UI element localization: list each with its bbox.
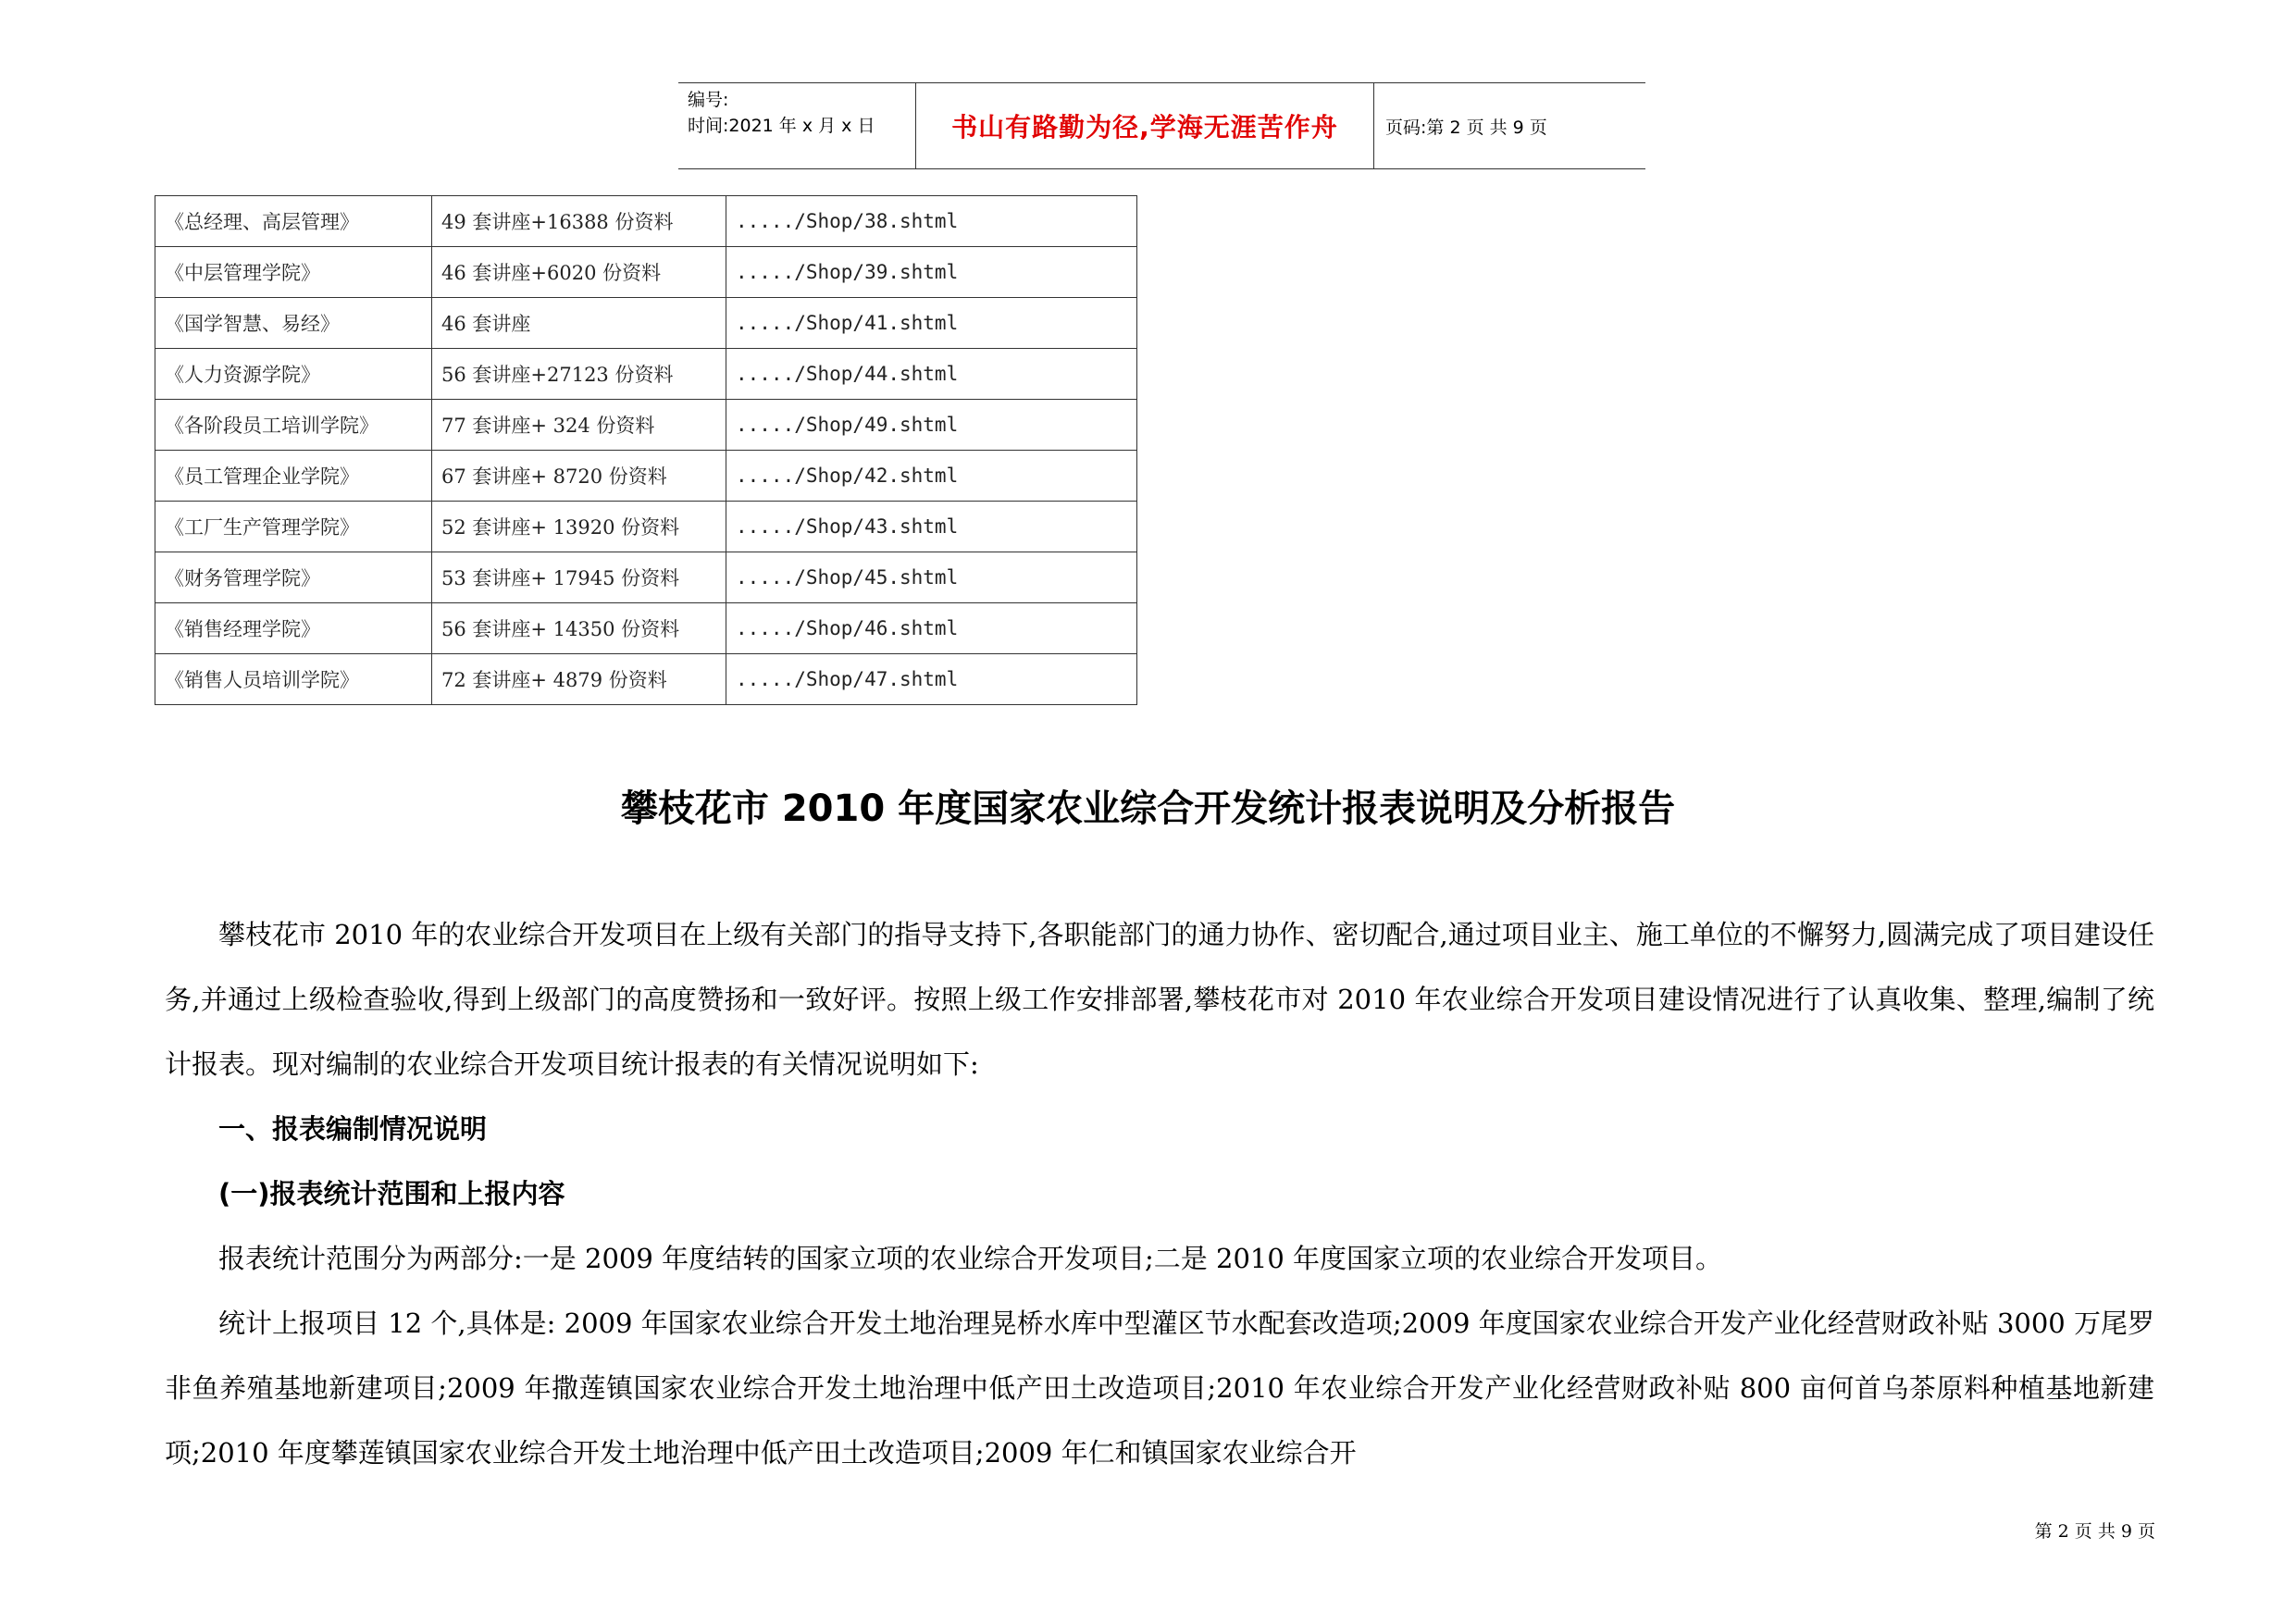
section-heading: 一、报表编制情况说明 [218, 1113, 488, 1145]
resource-link[interactable]: ...../Shop/47.shtml [726, 654, 1137, 705]
resource-link[interactable]: ...../Shop/42.shtml [726, 451, 1137, 502]
resource-link[interactable]: ...../Shop/49.shtml [726, 400, 1137, 451]
resource-count: 53 套讲座+ 17945 份资料 [432, 552, 726, 603]
resource-count: 49 套讲座+16388 份资料 [432, 196, 726, 247]
header-page-label: 页码:第 2 页 共 9 页 [1385, 117, 1547, 138]
table-row [155, 552, 1137, 603]
resource-table [155, 195, 1137, 705]
header-number-label: 编号: [688, 90, 729, 110]
paragraph-scope: 报表统计范围分为两部分:一是 2009 年度结转的国家立项的农业综合开发项目;二是 2010 年度国家立项的农业综合开发项目。 [218, 1243, 1723, 1274]
resource-name: 《财务管理学院》 [155, 552, 432, 603]
paragraph-projects: 统计上报项目 12 个,具体是: 2009 年国家农业综合开发土地治理晃桥水库中型灌区节水配套改造项;2009 年度国家农业综合开发产业化经营财政补贴 3000 万尾罗非鱼养殖基地新建项目;2009 年撒莲镇国家农业综合开发土地治理中低产田土改造项目;2010 年农业综合开发产业化经营财政补贴 800 亩何首乌茶原料种植基地新建项;2010 年度攀莲镇国家农业综合开发土地治理中低产田土改造项目;2009 年仁和镇国家农业综合开 [165, 1308, 2154, 1469]
table-row [155, 654, 1137, 705]
table-row [155, 349, 1137, 400]
page-header [678, 82, 1645, 169]
resource-count: 72 套讲座+ 4879 份资料 [432, 654, 726, 705]
resource-link[interactable]: ...../Shop/38.shtml [726, 196, 1137, 247]
table-row [155, 400, 1137, 451]
resource-link[interactable]: ...../Shop/43.shtml [726, 502, 1137, 552]
header-time-label: 时间:2021 年 x 月 x 日 [688, 116, 875, 136]
document-body [165, 902, 2154, 1485]
resource-name: 《各阶段员工培训学院》 [155, 400, 432, 451]
resource-name: 《员工管理企业学院》 [155, 451, 432, 502]
resource-name: 《国学智慧、易经》 [155, 298, 432, 349]
document-title: 攀枝花市 2010 年度国家农业综合开发统计报表说明及分析报告 [620, 787, 1676, 830]
resource-link[interactable]: ...../Shop/46.shtml [726, 603, 1137, 654]
resource-name: 《工厂生产管理学院》 [155, 502, 432, 552]
resource-count: 77 套讲座+ 324 份资料 [432, 400, 726, 451]
paragraph-intro: 攀枝花市 2010 年的农业综合开发项目在上级有关部门的指导支持下,各职能部门的通力协作、密切配合,通过项目业主、施工单位的不懈努力,圆满完成了项目建设任务,并通过上级检查验收,得到上级部门的高度赞扬和一致好评。按照上级工作安排部署,攀枝花市对 2010 年农业综合开发项目建设情况进行了认真收集、整理,编制了统计报表。现对编制的农业综合开发项目统计报表的有关情况说明如下: [165, 919, 2154, 1080]
resource-count: 46 套讲座+6020 份资料 [432, 247, 726, 298]
resource-name: 《人力资源学院》 [155, 349, 432, 400]
header-motto: 书山有路勤为径,学海无涯苦作舟 [916, 83, 1374, 168]
resource-count: 56 套讲座+27123 份资料 [432, 349, 726, 400]
resource-link[interactable]: ...../Shop/41.shtml [726, 298, 1137, 349]
resource-name: 《中层管理学院》 [155, 247, 432, 298]
table-row [155, 247, 1137, 298]
resource-count: 56 套讲座+ 14350 份资料 [432, 603, 726, 654]
resource-count: 52 套讲座+ 13920 份资料 [432, 502, 726, 552]
resource-name: 《总经理、高层管理》 [155, 196, 432, 247]
table-row [155, 451, 1137, 502]
resource-count: 46 套讲座 [432, 298, 726, 349]
resource-link[interactable]: ...../Shop/44.shtml [726, 349, 1137, 400]
table-row [155, 196, 1137, 247]
table-row [155, 502, 1137, 552]
page-footer: 第 2 页 共 9 页 [2034, 1521, 2155, 1542]
resource-name: 《销售人员培训学院》 [155, 654, 432, 705]
header-meta [678, 83, 916, 168]
resource-link[interactable]: ...../Shop/45.shtml [726, 552, 1137, 603]
table-row [155, 298, 1137, 349]
subsection-heading: (一)报表统计范围和上报内容 [218, 1178, 565, 1209]
resource-count: 67 套讲座+ 8720 份资料 [432, 451, 726, 502]
table-row [155, 603, 1137, 654]
resource-name: 《销售经理学院》 [155, 603, 432, 654]
resource-link[interactable]: ...../Shop/39.shtml [726, 247, 1137, 298]
